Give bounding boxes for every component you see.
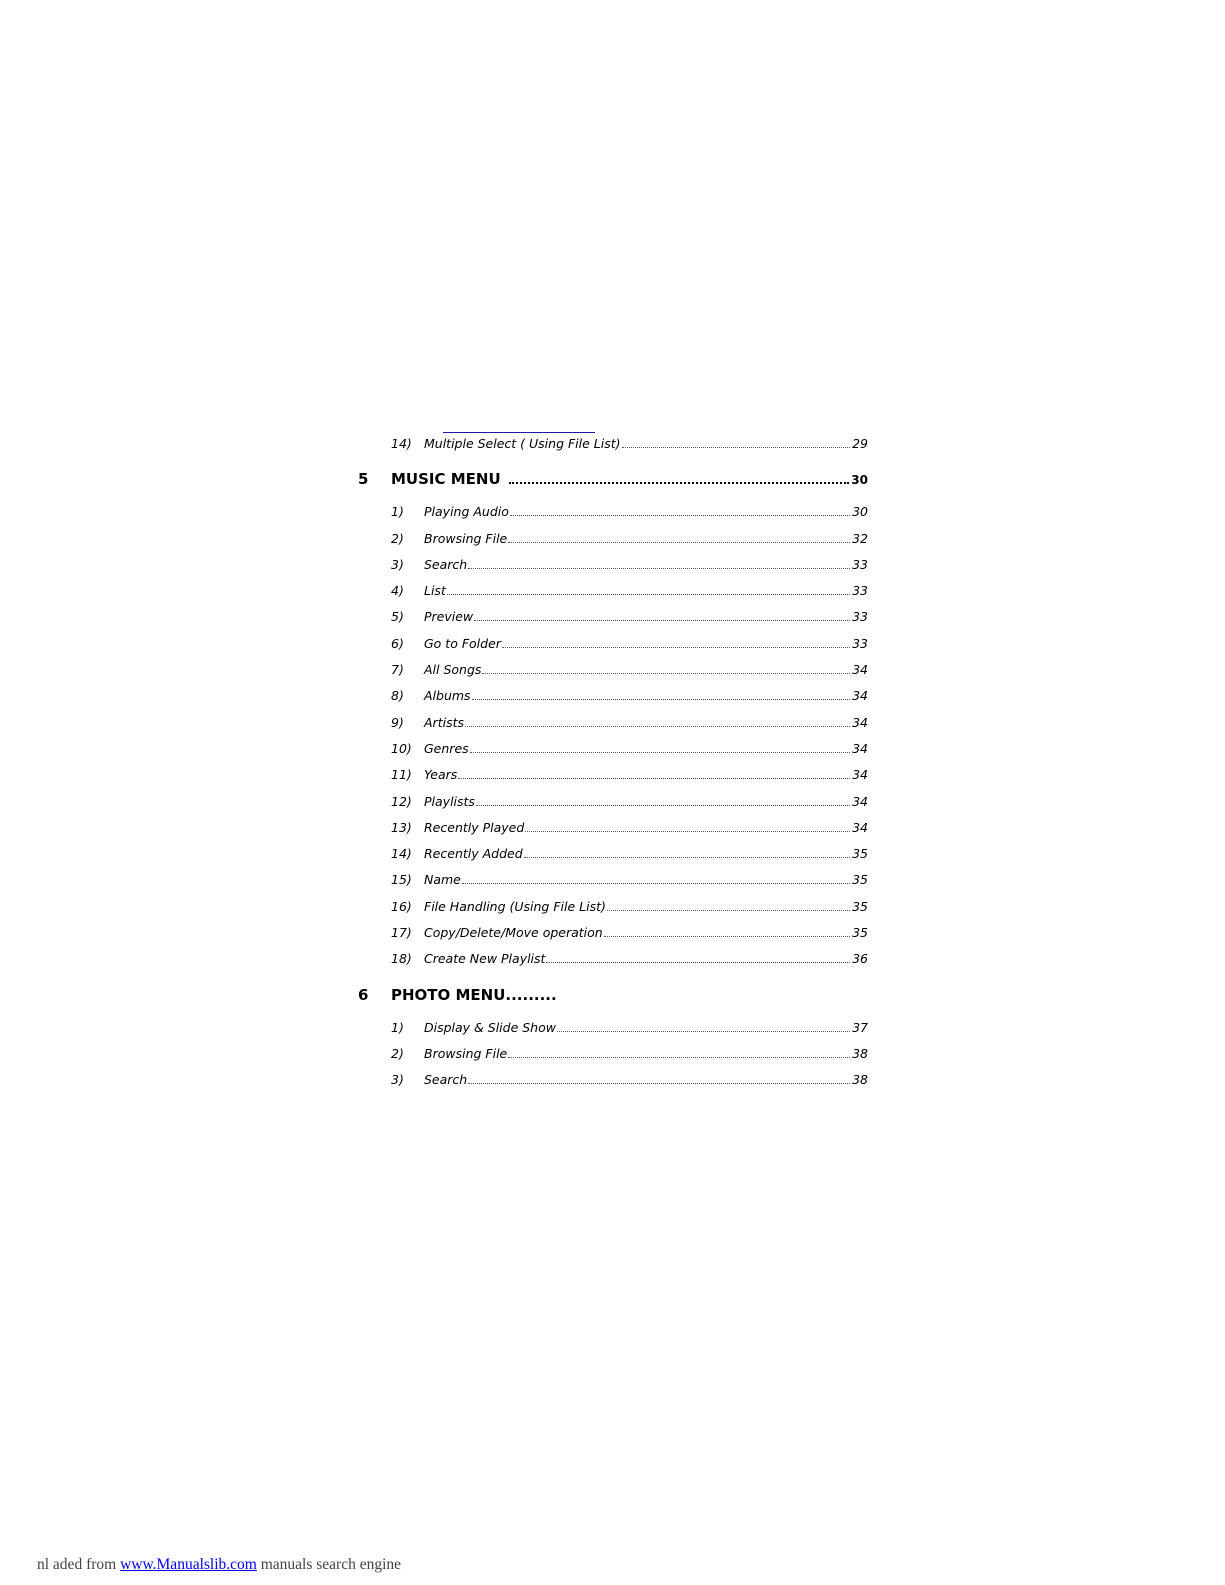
dot-leader (482, 673, 850, 674)
dot-leader (465, 726, 850, 727)
toc-entry[interactable] (358, 820, 868, 846)
dot-leader (622, 447, 851, 448)
toc-entry-title: Create New Playlist (424, 951, 546, 967)
toc-entry-number: 16) (391, 898, 412, 914)
toc-entry-title: Artists (424, 714, 464, 730)
toc-entry-title: Playlists (424, 793, 475, 809)
toc-entry[interactable] (358, 662, 868, 688)
toc-section-title: MUSIC MENU (391, 470, 501, 489)
toc-entry-number: 18) (391, 951, 412, 967)
toc-entry-number: 12) (391, 793, 412, 809)
toc-entry[interactable] (358, 1072, 868, 1098)
toc-sections (358, 470, 868, 1098)
toc-entry-number: 9) (391, 714, 404, 730)
dot-leader (468, 568, 850, 569)
toc-section-heading[interactable] (358, 986, 868, 1020)
dot-leader (525, 831, 850, 832)
toc-entry-number: 3) (391, 1072, 404, 1088)
toc-entry-number: 1) (391, 504, 404, 520)
dot-leader (468, 1083, 850, 1084)
toc-entry-number: 3) (391, 556, 404, 572)
dot-leader (524, 857, 850, 858)
dot-leader (508, 1057, 850, 1058)
toc-entry[interactable] (358, 1020, 868, 1046)
toc-entry-page: 38 (852, 1072, 868, 1088)
toc-entry-page: 34 (852, 819, 868, 835)
toc-entry-page: 33 (852, 583, 868, 599)
toc-entry-number: 8) (391, 688, 404, 704)
toc-entry-page: 34 (852, 714, 868, 730)
toc-entry-number: 2) (391, 1045, 404, 1061)
toc-entry-title: Name (424, 872, 461, 888)
toc-entry[interactable] (358, 583, 868, 609)
toc-entry[interactable] (358, 688, 868, 714)
dot-leader (546, 962, 850, 963)
underline-fragment (443, 432, 595, 433)
toc-entry-number: 1) (391, 1019, 404, 1035)
footer-prefix: nl aded from (37, 1556, 121, 1573)
toc-entry-number: 13) (391, 819, 412, 835)
toc-entry-page: 33 (852, 556, 868, 572)
toc-entry-page: 32 (852, 530, 868, 546)
toc-entry[interactable] (358, 557, 868, 583)
dot-leader (476, 805, 850, 806)
toc-section-heading[interactable] (358, 470, 868, 504)
toc-entry[interactable] (358, 741, 868, 767)
toc-entry-title: All Songs (424, 662, 482, 678)
toc-entry-page: 33 (852, 635, 868, 651)
dot-leader (470, 752, 850, 753)
toc-entry-number: 15) (391, 872, 412, 888)
toc-section-page: 30 (851, 473, 868, 488)
toc-entry-number: 10) (391, 740, 412, 756)
table-of-contents (358, 436, 868, 1101)
toc-entry-title: Search (424, 556, 468, 572)
dot-leader (462, 883, 850, 884)
dot-leader (472, 699, 851, 700)
footer (37, 1556, 401, 1574)
toc-entry-number: 2) (391, 530, 404, 546)
toc-entry-page: 35 (852, 846, 868, 862)
toc-entry-page: 34 (852, 688, 868, 704)
toc-entry-title: File Handling (Using File List) (424, 898, 606, 914)
toc-entry-title: Albums (424, 688, 471, 704)
toc-entry-number: 14) (391, 846, 412, 862)
toc-entry-number: 11) (391, 767, 412, 783)
toc-entry-number: 5) (391, 609, 404, 625)
toc-entry-number: 7) (391, 662, 404, 678)
toc-entry-page: 34 (852, 740, 868, 756)
toc-entry-page: 29 (852, 436, 868, 451)
toc-entry-title: Copy/Delete/Move operation (424, 925, 603, 941)
toc-entry[interactable] (358, 436, 868, 462)
toc-entry-page: 30 (852, 504, 868, 520)
dot-leader (510, 515, 850, 516)
dot-leader (557, 1031, 850, 1032)
footer-suffix: manuals search engine (256, 1556, 402, 1573)
toc-entry-page: 34 (852, 662, 868, 678)
toc-entry-page: 33 (852, 609, 868, 625)
toc-entry-page: 35 (852, 872, 868, 888)
toc-entry[interactable] (358, 951, 868, 977)
dot-leader (447, 594, 850, 595)
toc-entry-title: Recently Played (424, 819, 525, 835)
toc-entry-page: 35 (852, 898, 868, 914)
toc-entry-number: 6) (391, 635, 404, 651)
toc-entry-title: Browsing File (424, 530, 508, 546)
toc-entry[interactable] (358, 872, 868, 898)
toc-section (358, 986, 868, 1099)
dot-leader (509, 482, 850, 484)
toc-section-number: 6 (358, 985, 369, 1004)
toc-entry[interactable] (358, 636, 868, 662)
toc-entry-title: Years (424, 767, 458, 783)
dot-leader (502, 647, 850, 648)
toc-entry-title: List (424, 583, 446, 599)
toc-entry-page: 34 (852, 767, 868, 783)
toc-entry-page: 35 (852, 925, 868, 941)
toc-entry-title: Preview (424, 609, 474, 625)
toc-entry[interactable] (358, 531, 868, 557)
toc-entry-title: Browsing File (424, 1045, 508, 1061)
toc-entry[interactable] (358, 1046, 868, 1072)
toc-section-number: 5 (358, 470, 369, 489)
toc-entry-title: Go to Folder (424, 635, 501, 651)
toc-entry-page: 36 (852, 951, 868, 967)
toc-entry[interactable] (358, 925, 868, 951)
toc-entry-title: Display & Slide Show (424, 1019, 556, 1035)
toc-entry[interactable] (358, 794, 868, 820)
toc-entry-title: Recently Added (424, 846, 523, 862)
toc-entry[interactable] (358, 504, 868, 530)
toc-entry[interactable] (358, 767, 868, 793)
toc-entry-title: Multiple Select ( Using File List) (424, 436, 621, 451)
dot-leader (604, 936, 850, 937)
toc-entry-title: Playing Audio (424, 504, 509, 520)
toc-entry-title: Genres (424, 740, 469, 756)
manualslib-link[interactable]: www.Manualslib.com (120, 1556, 257, 1573)
toc-entry[interactable] (358, 715, 868, 741)
toc-entry-page: 37 (852, 1019, 868, 1035)
toc-entry[interactable] (358, 899, 868, 925)
toc-section-title: PHOTO MENU......... (391, 985, 557, 1004)
dot-leader (458, 778, 850, 779)
dot-leader (474, 620, 850, 621)
toc-entry-number: 14) (391, 436, 412, 451)
toc-entry-number: 17) (391, 925, 412, 941)
toc-entry-number: 4) (391, 583, 404, 599)
toc-section (358, 470, 868, 977)
toc-entry-page: 34 (852, 793, 868, 809)
dot-leader (508, 542, 850, 543)
dot-leader (607, 910, 850, 911)
toc-entry-title: Search (424, 1072, 468, 1088)
toc-entry[interactable] (358, 609, 868, 635)
toc-entry[interactable] (358, 846, 868, 872)
toc-entry-page: 38 (852, 1045, 868, 1061)
